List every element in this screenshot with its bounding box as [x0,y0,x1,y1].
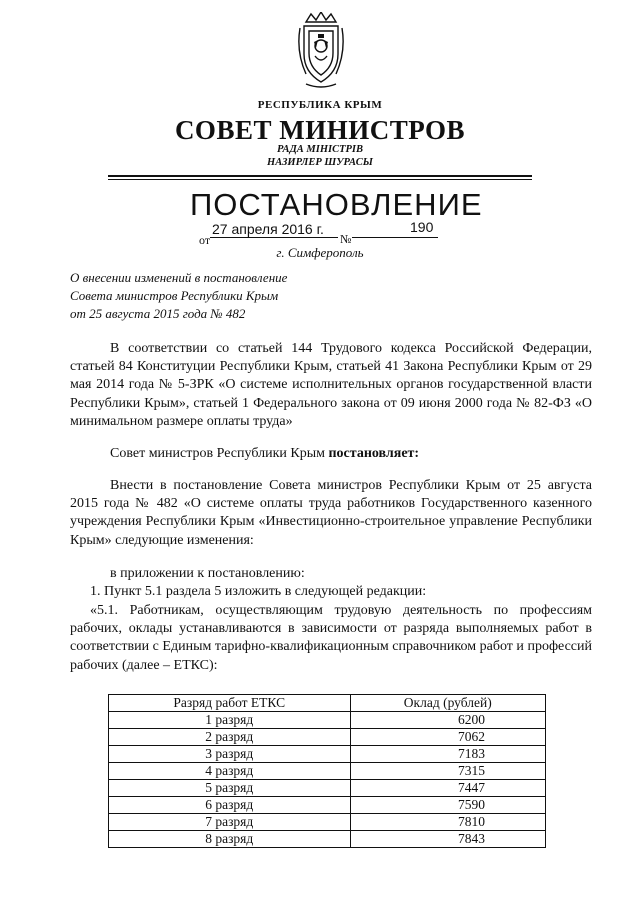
header-divider-thin [108,179,532,180]
table-row [109,712,546,729]
decree-date: 27 апреля 2016 г. [212,221,324,237]
salary-cell: 7447 [350,780,545,797]
grade-cell: 7 разряд [109,814,351,831]
date-prefix: от [199,233,211,247]
salary-cell: 6200 [350,712,545,729]
salary-cell: 7810 [350,814,545,831]
table-row [109,763,546,780]
council-title-ua: РАДА МІНІСТРІВ [276,144,364,155]
clause-5-1-paragraph: «5.1. Работникам, осуществляющим трудовую деятельность по профессиям рабочих, оклады устанавливаются в зависимости от разряда выполняемых работ в соответствии с Единым тарифно-квалификационным справочником работ и профессий рабочих (далее – ЕТКС): [70,603,592,673]
point-1-line: 1. Пункт 5.1 раздела 5 изложить в следующей редакции: [90,584,427,599]
resolves-prefix: Совет министров Республики Крым [110,446,329,461]
grade-cell: 6 разряд [109,797,351,814]
resolves-keyword: постановляет: [328,446,420,461]
salary-cell: 7843 [350,831,545,848]
grade-cell: 5 разряд [109,780,351,797]
grade-cell: 8 разряд [109,831,351,848]
coat-of-arms-icon [296,12,346,92]
salary-table [108,694,546,848]
number-label: № [340,232,352,246]
date-underline [210,237,338,238]
republic-name: РЕСПУБЛИКА КРЫМ [257,99,383,111]
resolves-line [110,446,419,462]
header-divider-thick [108,175,532,177]
salary-cell: 7062 [350,729,545,746]
table-row [109,814,546,831]
salary-cell: 7183 [350,746,545,763]
council-title-crh: НАЗИРЛЕР ШУРАСЫ [267,157,373,168]
decree-city: г. Симферополь [276,245,364,260]
council-title: СОВЕТ МИНИСТРОВ [174,115,466,145]
subject-line-3: от 25 августа 2015 года № 482 [70,306,246,321]
salary-cell: 7590 [350,797,545,814]
subject-line-2: Совета министров Республики Крым [70,288,279,303]
table-row [109,729,546,746]
annex-line: в приложении к постановлению: [110,566,305,581]
number-underline [352,237,438,238]
legal-basis-paragraph: В соответствии со статьей 144 Трудового кодекса Российской Федерации, статьей 84 Конституции Республики Крым, статьей 41 Закона Республики Крым от 29 мая 2014 года № 5-ЗРК «О системе исполнительных органов государственной власти Республики Крым», статьей 1 Федерального закона от 09 июня 2000 года № 82-ФЗ «О минимальном размере оплаты труда» [70,341,592,429]
subject-line-1: О внесении изменений в постановление [70,270,288,285]
table-header-grade: Разряд работ ЕТКС [109,695,351,712]
grade-cell: 3 разряд [109,746,351,763]
decree-title: ПОСТАНОВЛЕНИЕ [190,187,483,222]
table-row [109,746,546,763]
grade-cell: 4 разряд [109,763,351,780]
amendment-paragraph: Внести в постановление Совета министров Республики Крым от 25 августа 2015 года № 482 «О системе оплаты труда работников Государственного казенного учреждения Республики Крым «Инвестиционно-строительное управление Республики Крым» следующие изменения: [70,478,592,548]
table-row [109,780,546,797]
table-row [109,831,546,848]
table-header-salary: Оклад (рублей) [350,695,545,712]
salary-cell: 7315 [350,763,545,780]
grade-cell: 1 разряд [109,712,351,729]
table-row [109,797,546,814]
grade-cell: 2 разряд [109,729,351,746]
table-header-row [109,695,546,712]
decree-number: 190 [410,219,434,235]
